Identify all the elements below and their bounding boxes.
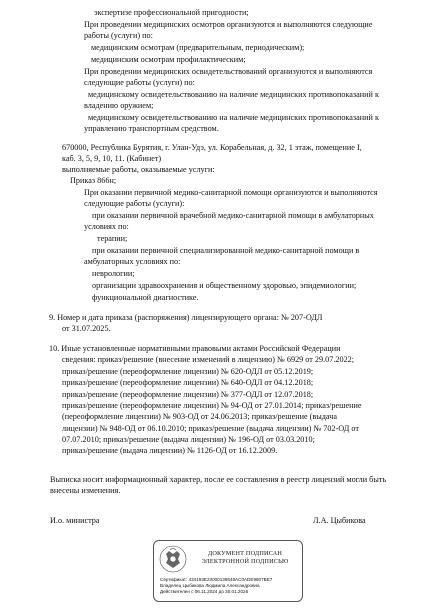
text-line: При проведении медицинских осмотров организуются и выполняются следующие [84,20,373,29]
coat-of-arms-icon [159,545,187,573]
text-line: приказ/решение (выдача лицензии) № 1126-ОД от 16.12.2009. [62,446,278,455]
text-line: владению оружием; [84,101,154,110]
text-line: приказ/решение (переоформление лицензии) № 620-ОДЛ от 05.12.2019; [62,367,314,376]
text-line: выполняемые работы, оказываемые услуги: [62,165,215,174]
text-line: Выписка носит информационный характер, после ее составления в реестр лицензий могли быть [50,475,387,484]
text-line: приказ/решение (переоформление лицензии) № 640-ОДЛ от 04.12.2018; [62,378,314,387]
text-line: внесены изменения. [50,486,121,495]
text-line: условиях по: [84,222,129,231]
text-line: медицинским осмотрам (предварительным, периодическим); [91,43,305,52]
text-line: экспертизе профессиональной пригодности; [94,8,249,17]
text-line: Л.А. Цыбикова [313,516,366,525]
text-line: медицинским осмотрам профилактическим; [91,55,246,64]
text-line: приказ/решение (переоформление лицензии) № 94-ОД от 27.01.2014; приказ/решение [62,401,362,410]
text-line: 9. Номер и дата приказа (распоряжения) лицензирующего органа: № 207-ОДЛ [49,313,323,322]
text-line: При проведении медицинских освидетельствований организуются и выполняются [84,67,373,76]
text-line: При оказании первичной медико-санитарной помощи организуются и выполняются [84,188,378,197]
text-line: от 31.07.2025. [62,324,111,333]
signature-title-line1: ДОКУМЕНТ ПОДПИСАН [207,550,283,557]
text-line: работы (услуги) по: [84,31,153,40]
signature-validity: Действителен с 06.11.2024 до 30.01.2026 [160,589,249,594]
text-line: следующие работы (услуги) по: [84,78,195,87]
text-line: при оказании первичной специализированной медико-санитарной помощи в [92,246,360,255]
signature-title [190,550,300,566]
text-line: при оказании первичной врачебной медико-санитарной помощи в амбулаторных [92,211,374,220]
signature-owner: Владелец Цыбикова Людмила Александровна [160,583,260,588]
text-line: управлению транспортным средством. [84,124,219,133]
text-line: 10. Иные установленные нормативными правовыми актами Российской Федерации [49,344,341,353]
text-line: терапии; [97,234,128,243]
text-line: функциональной диагностике. [92,293,199,302]
electronic-signature-stamp [153,540,303,602]
text-line: каб. 3, 5, 9, 10, 11. (Кабинет) [62,154,162,163]
text-line: 07.07.2010; приказ/решение (выдача лицензии) № 196-ОД от 03.03.2010; [62,435,315,444]
text-line: (переоформление лицензии) № 903-ОД от 24.06.2013; приказ/решение (выдача [62,412,337,421]
text-line: медицинскому освидетельствованию на наличие медицинских противопоказаний к [88,90,379,99]
signature-title-line2: ЭЛЕКТРОННОЙ ПОДПИСЬЮ [201,558,289,565]
text-line: следующие работы (услуги): [84,199,185,208]
text-line: лицензии) № 948-ОД от 06.10.2010; приказ/решение (выдача лицензии) № 702-ОД от [62,424,359,433]
signature-certificate: Сертификат: 434193E23000139548AC0ADE9807BE7 [160,577,273,582]
text-line: приказ/решение (переоформление лицензии) № 377-ОДЛ от 12.07.2018; [62,390,314,399]
text-line: Приказ 866н; [70,176,117,185]
text-line: организации здравоохранения и общественному здоровью, эпидемиологии; [92,281,357,290]
text-line: сведения: приказ/решение (внесение изменений в лицензию) № 6929 от 29.07.2022; [62,355,355,364]
text-line: медицинскому освидетельствованию на наличие медицинских противопоказаний к [88,113,379,122]
text-line: неврологии; [92,269,135,278]
text-line: И.о. министра [50,516,100,525]
text-line: 670000, Республика Бурятия, г. Улан-Удэ, ул. Корабельная, д. 32, 1 этаж, помещение I, [62,143,362,152]
text-line: амбулаторных условиях по: [84,257,181,266]
